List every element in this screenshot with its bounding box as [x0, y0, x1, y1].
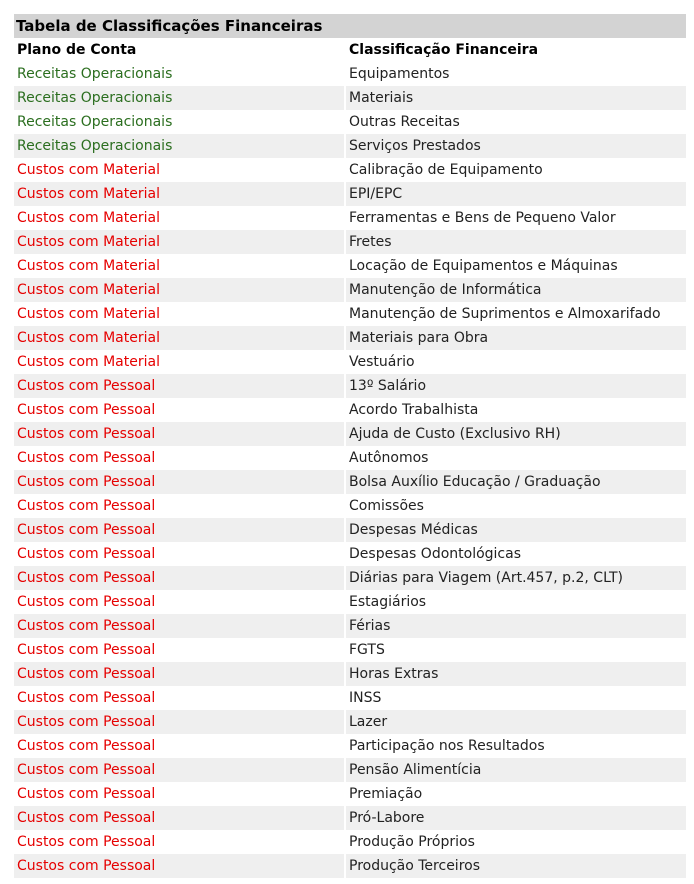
table-row [14, 566, 686, 590]
classificacao-cell: Férias [346, 614, 686, 638]
plano-de-conta-cell: Custos com Pessoal [14, 566, 346, 590]
table-row [14, 614, 686, 638]
classification-table-container [14, 14, 686, 878]
classificacao-cell: Ferramentas e Bens de Pequeno Valor [346, 206, 686, 230]
classificacao-cell: Vestuário [346, 350, 686, 374]
table-row [14, 206, 686, 230]
table-row [14, 854, 686, 878]
classificacao-cell: Manutenção de Informática [346, 278, 686, 302]
table-row [14, 398, 686, 422]
classificacao-cell: Locação de Equipamentos e Máquinas [346, 254, 686, 278]
plano-de-conta-cell: Custos com Pessoal [14, 470, 346, 494]
plano-de-conta-cell: Custos com Material [14, 278, 346, 302]
plano-de-conta-cell: Custos com Pessoal [14, 518, 346, 542]
classificacao-cell: Autônomos [346, 446, 686, 470]
table-row [14, 158, 686, 182]
table-title: Tabela de Classificações Financeiras [14, 14, 686, 38]
plano-de-conta-cell: Custos com Pessoal [14, 614, 346, 638]
plano-de-conta-cell: Custos com Material [14, 326, 346, 350]
table-row [14, 470, 686, 494]
table-row [14, 230, 686, 254]
plano-de-conta-cell: Receitas Operacionais [14, 134, 346, 158]
table-row [14, 374, 686, 398]
classification-table [14, 38, 686, 878]
classificacao-cell: Participação nos Resultados [346, 734, 686, 758]
table-row [14, 662, 686, 686]
plano-de-conta-cell: Custos com Pessoal [14, 446, 346, 470]
table-row [14, 62, 686, 86]
plano-de-conta-cell: Custos com Pessoal [14, 758, 346, 782]
table-row [14, 326, 686, 350]
classificacao-cell: Comissões [346, 494, 686, 518]
table-row [14, 686, 686, 710]
table-row [14, 638, 686, 662]
table-row [14, 302, 686, 326]
plano-de-conta-cell: Custos com Pessoal [14, 662, 346, 686]
table-row [14, 542, 686, 566]
classificacao-cell: Materiais [346, 86, 686, 110]
plano-de-conta-cell: Custos com Pessoal [14, 830, 346, 854]
plano-de-conta-cell: Custos com Pessoal [14, 806, 346, 830]
table-row [14, 86, 686, 110]
plano-de-conta-cell: Custos com Pessoal [14, 734, 346, 758]
classificacao-cell: Fretes [346, 230, 686, 254]
plano-de-conta-cell: Receitas Operacionais [14, 110, 346, 134]
classificacao-cell: Horas Extras [346, 662, 686, 686]
classificacao-cell: Calibração de Equipamento [346, 158, 686, 182]
plano-de-conta-cell: Custos com Pessoal [14, 590, 346, 614]
classificacao-cell: Produção Próprios [346, 830, 686, 854]
plano-de-conta-cell: Custos com Pessoal [14, 854, 346, 878]
table-row [14, 734, 686, 758]
classificacao-cell: FGTS [346, 638, 686, 662]
plano-de-conta-cell: Custos com Pessoal [14, 398, 346, 422]
plano-de-conta-cell: Custos com Pessoal [14, 494, 346, 518]
table-row [14, 110, 686, 134]
classificacao-cell: EPI/EPC [346, 182, 686, 206]
classificacao-cell: Acordo Trabalhista [346, 398, 686, 422]
table-row [14, 518, 686, 542]
table-row [14, 806, 686, 830]
classificacao-cell: Diárias para Viagem (Art.457, p.2, CLT) [346, 566, 686, 590]
classificacao-cell: Pensão Alimentícia [346, 758, 686, 782]
header-plano-de-conta: Plano de Conta [17, 42, 137, 58]
table-row [14, 278, 686, 302]
classificacao-cell: Premiação [346, 782, 686, 806]
table-row [14, 830, 686, 854]
header-classificacao-financeira: Classificação Financeira [349, 42, 539, 58]
plano-de-conta-cell: Custos com Pessoal [14, 542, 346, 566]
classificacao-cell: Equipamentos [346, 62, 686, 86]
classificacao-cell: Estagiários [346, 590, 686, 614]
plano-de-conta-cell: Receitas Operacionais [14, 86, 346, 110]
plano-de-conta-cell: Custos com Pessoal [14, 374, 346, 398]
plano-de-conta-cell: Custos com Pessoal [14, 686, 346, 710]
classificacao-cell: Produção Terceiros [346, 854, 686, 878]
plano-de-conta-cell: Custos com Material [14, 302, 346, 326]
classificacao-cell: INSS [346, 686, 686, 710]
classificacao-cell: 13º Salário [346, 374, 686, 398]
table-row [14, 350, 686, 374]
classificacao-cell: Outras Receitas [346, 110, 686, 134]
plano-de-conta-cell: Custos com Pessoal [14, 638, 346, 662]
plano-de-conta-cell: Custos com Material [14, 158, 346, 182]
plano-de-conta-cell: Custos com Pessoal [14, 710, 346, 734]
table-row [14, 254, 686, 278]
classificacao-cell: Ajuda de Custo (Exclusivo RH) [346, 422, 686, 446]
classificacao-cell: Pró-Labore [346, 806, 686, 830]
table-row [14, 446, 686, 470]
plano-de-conta-cell: Custos com Material [14, 182, 346, 206]
plano-de-conta-cell: Custos com Material [14, 206, 346, 230]
table-header-row [14, 38, 686, 62]
table-row [14, 782, 686, 806]
classificacao-cell: Materiais para Obra [346, 326, 686, 350]
classificacao-cell: Lazer [346, 710, 686, 734]
plano-de-conta-cell: Custos com Pessoal [14, 422, 346, 446]
table-body [14, 62, 686, 878]
plano-de-conta-cell: Custos com Material [14, 350, 346, 374]
table-row [14, 182, 686, 206]
classificacao-cell: Bolsa Auxílio Educação / Graduação [346, 470, 686, 494]
plano-de-conta-cell: Receitas Operacionais [14, 62, 346, 86]
classificacao-cell: Manutenção de Suprimentos e Almoxarifado [346, 302, 686, 326]
table-row [14, 134, 686, 158]
plano-de-conta-cell: Custos com Material [14, 254, 346, 278]
classificacao-cell: Despesas Médicas [346, 518, 686, 542]
classificacao-cell: Despesas Odontológicas [346, 542, 686, 566]
plano-de-conta-cell: Custos com Material [14, 230, 346, 254]
classificacao-cell: Serviços Prestados [346, 134, 686, 158]
table-row [14, 710, 686, 734]
table-row [14, 758, 686, 782]
table-row [14, 422, 686, 446]
plano-de-conta-cell: Custos com Pessoal [14, 782, 346, 806]
table-row [14, 494, 686, 518]
table-row [14, 590, 686, 614]
